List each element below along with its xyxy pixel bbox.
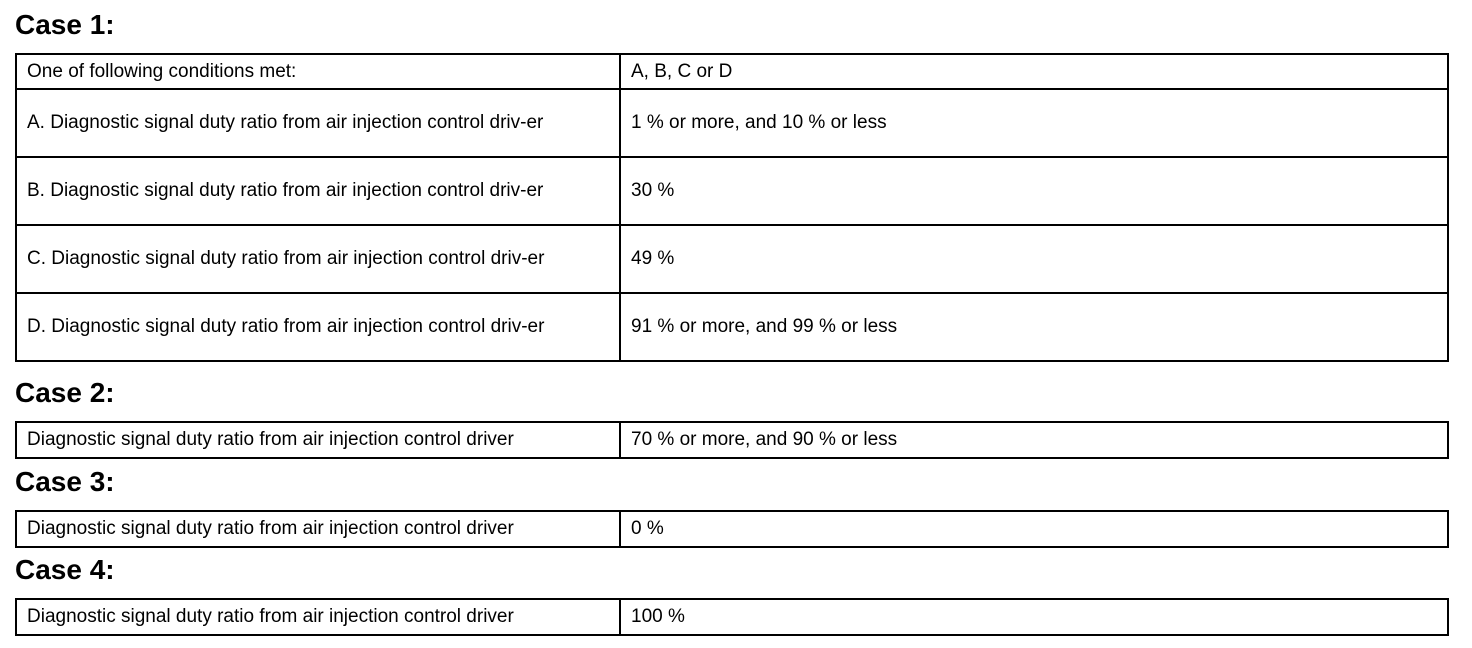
value-cell: 91 % or more, and 99 % or less bbox=[620, 293, 1448, 361]
case-4-table bbox=[15, 598, 1449, 636]
condition-cell: B. Diagnostic signal duty ratio from air injection control driv-er bbox=[16, 157, 620, 225]
value-cell: 30 % bbox=[620, 157, 1448, 225]
value-cell: 70 % or more, and 90 % or less bbox=[620, 422, 1448, 458]
case-1-heading: Case 1: bbox=[15, 9, 115, 40]
case-3-heading: Case 3: bbox=[15, 466, 115, 497]
case-3-table bbox=[15, 510, 1449, 548]
table-row bbox=[16, 599, 1448, 635]
case-2-heading: Case 2: bbox=[15, 377, 115, 408]
table-row bbox=[16, 157, 1448, 225]
table-row bbox=[16, 89, 1448, 157]
condition-cell: Diagnostic signal duty ratio from air injection control driver bbox=[16, 422, 620, 458]
condition-cell: D. Diagnostic signal duty ratio from air injection control driv-er bbox=[16, 293, 620, 361]
condition-cell: C. Diagnostic signal duty ratio from air injection control driv-er bbox=[16, 225, 620, 293]
case-2-table bbox=[15, 421, 1449, 459]
table-row bbox=[16, 511, 1448, 547]
value-cell: 49 % bbox=[620, 225, 1448, 293]
condition-cell: A. Diagnostic signal duty ratio from air injection control driv-er bbox=[16, 89, 620, 157]
case-1-table bbox=[15, 53, 1449, 362]
value-cell: 0 % bbox=[620, 511, 1448, 547]
table-row bbox=[16, 225, 1448, 293]
table-row bbox=[16, 293, 1448, 361]
value-cell: A, B, C or D bbox=[620, 54, 1448, 89]
value-cell: 100 % bbox=[620, 599, 1448, 635]
table-row bbox=[16, 422, 1448, 458]
condition-cell: One of following conditions met: bbox=[16, 54, 620, 89]
case-4-heading: Case 4: bbox=[15, 554, 115, 585]
condition-cell: Diagnostic signal duty ratio from air injection control driver bbox=[16, 599, 620, 635]
condition-cell: Diagnostic signal duty ratio from air injection control driver bbox=[16, 511, 620, 547]
value-cell: 1 % or more, and 10 % or less bbox=[620, 89, 1448, 157]
table-row bbox=[16, 54, 1448, 89]
